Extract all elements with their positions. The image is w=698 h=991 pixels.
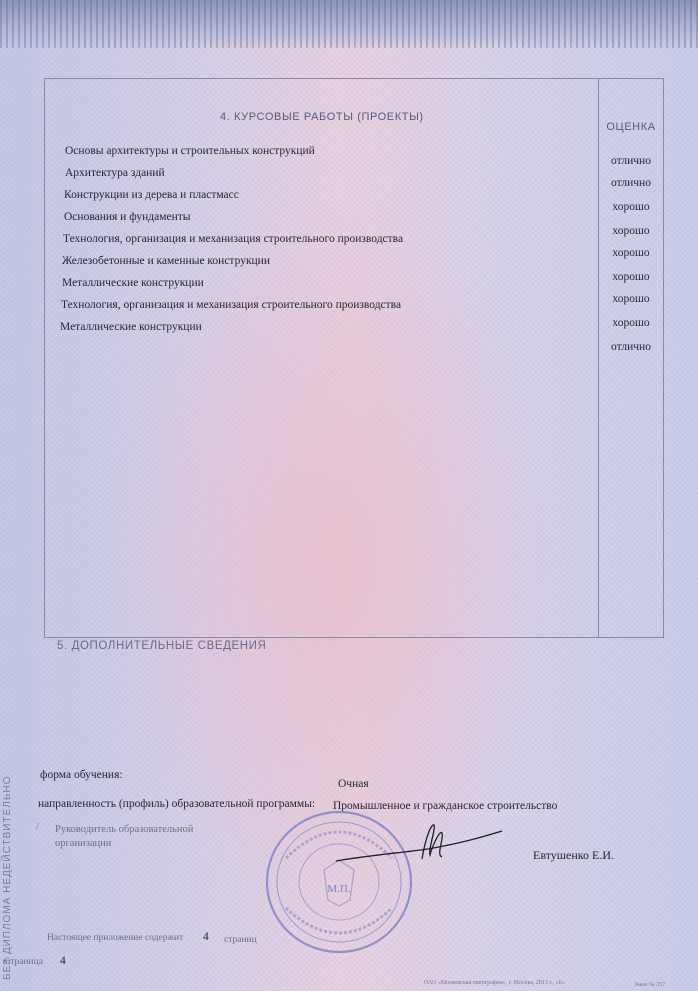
section4-title: 4. КУРСОВЫЕ РАБОТЫ (ПРОЕКТЫ) [220, 111, 424, 123]
security-band [0, 0, 698, 48]
pages-count: 4 [203, 931, 209, 943]
slash-mark-icon: / [36, 822, 39, 833]
page-number: 4 [60, 955, 66, 967]
grade-item: хорошо [612, 271, 650, 283]
director-name: Евтушенко Е.И. [533, 848, 614, 862]
grade-item: отлично [611, 155, 651, 167]
subject-item: Технология, организация и механизация строительного производства [63, 233, 404, 245]
course-works-table [44, 78, 664, 638]
stamp-mark: М.П. [327, 883, 351, 895]
program-focus-label: направленность (профиль) образовательной программы: [38, 798, 316, 810]
subject-item: Основания и фундаменты [64, 211, 191, 223]
subject-item: Железобетонные и каменные конструкции [62, 255, 270, 267]
handwritten-signature-icon [330, 815, 510, 875]
subject-item: Металлические конструкции [62, 277, 204, 289]
subject-item: Технология, организация и механизация строительного производства [61, 299, 402, 311]
grade-item: хорошо [612, 293, 650, 305]
grade-item: хорошо [612, 247, 650, 259]
grade-item: отлично [611, 341, 651, 353]
pages-word: страниц [224, 935, 257, 945]
page-label: Страница [4, 957, 43, 967]
grade-column-header: ОЦЕНКА [606, 121, 656, 133]
subject-item: Конструкции из дерева и пластмасс [64, 189, 239, 201]
subject-item: Металлические конструкции [60, 321, 202, 333]
pages-contains-label: Настоящее приложение содержит [47, 933, 184, 943]
subject-item: Основы архитектуры и строительных конструкций [65, 145, 315, 157]
subject-item: Архитектура зданий [65, 167, 165, 179]
director-role-line2: организации [55, 838, 112, 849]
grade-item: хорошо [612, 225, 650, 237]
program-focus-value: Промышленное и гражданское строительство [333, 800, 558, 812]
print-info: ОАО «Московская типография», г. Москва, 2013 г., «Б» [424, 980, 566, 986]
grade-item: хорошо [612, 201, 650, 213]
director-role-line1: Руководитель образовательной [55, 824, 194, 835]
study-form-value: Очная [338, 778, 369, 790]
vertical-validity-note: БЕЗ ДИПЛОМА НЕДЕЙСТВИТЕЛЬНО [2, 775, 13, 980]
column-divider [598, 79, 599, 637]
grade-item: отлично [611, 177, 651, 189]
grade-item: хорошо [612, 317, 650, 329]
section5-title: 5. ДОПОЛНИТЕЛЬНЫЕ СВЕДЕНИЯ [57, 640, 267, 652]
order-info: Заказ № 357 [634, 982, 666, 988]
study-form-label: форма обучения: [40, 769, 123, 781]
